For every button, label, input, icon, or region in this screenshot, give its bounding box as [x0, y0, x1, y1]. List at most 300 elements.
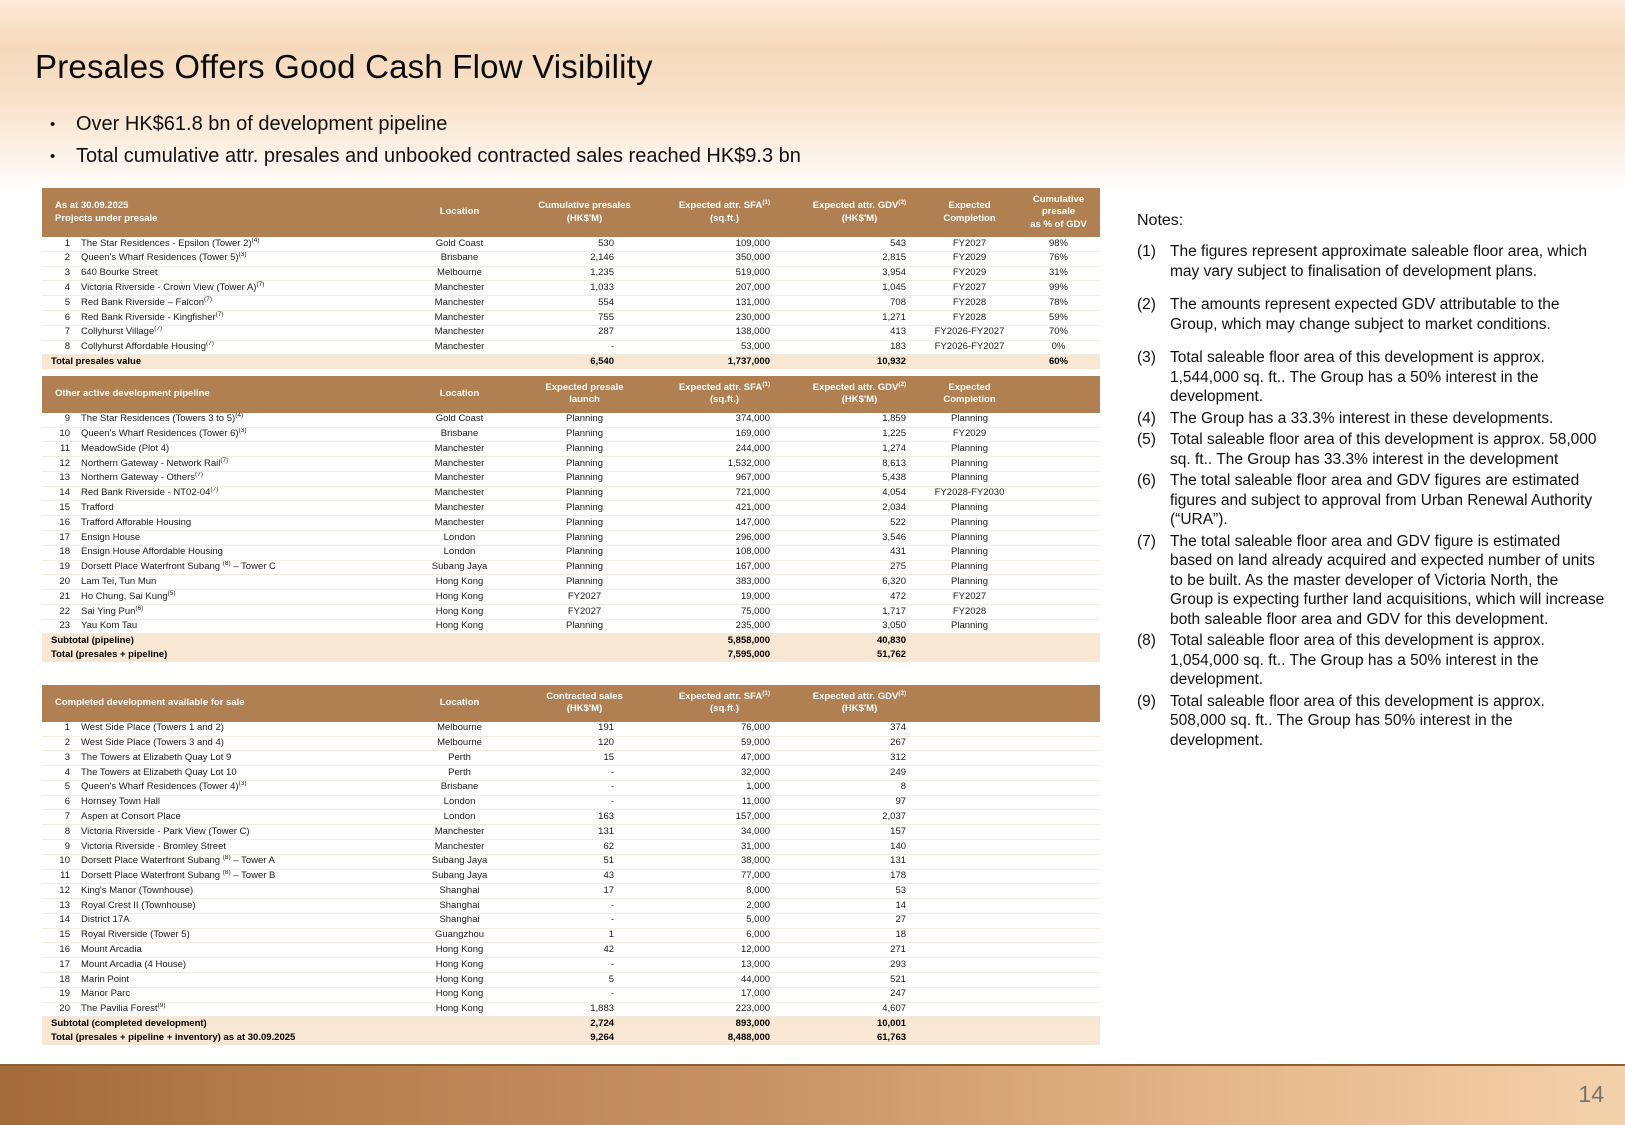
- project-name-cell: Marin Point: [72, 973, 402, 988]
- table-cell: 131: [517, 825, 652, 840]
- table-cell: 53,000: [652, 340, 797, 355]
- table-cell: 2,815: [797, 251, 922, 266]
- table-cell: [922, 751, 1017, 766]
- row-number-cell: 18: [42, 545, 72, 560]
- table-row: [42, 795, 1100, 810]
- table-cell: 1,225: [797, 427, 922, 442]
- total-value-cell: 2,724: [517, 1017, 652, 1031]
- table-cell: 287: [517, 325, 652, 340]
- project-name-cell: Hornsey Town Hall: [72, 795, 402, 810]
- table-row: [42, 531, 1100, 546]
- total-value-cell: 60%: [1017, 355, 1100, 369]
- table-cell: [1017, 795, 1100, 810]
- row-number-cell: 9: [42, 413, 72, 427]
- table-cell: 15: [517, 751, 652, 766]
- total-label-cell: Total (presales + pipeline): [42, 648, 402, 662]
- table-cell: 157,000: [652, 810, 797, 825]
- project-name-cell: West Side Place (Towers 3 and 4): [72, 736, 402, 751]
- table-cell: 6,320: [797, 575, 922, 590]
- table-row: [42, 766, 1100, 781]
- table-cell: [1017, 501, 1100, 516]
- table-cell: 6,000: [652, 928, 797, 943]
- table-cell: Melbourne: [402, 722, 517, 736]
- table-cell: 38,000: [652, 854, 797, 869]
- table-header-row: [42, 685, 1100, 722]
- table-cell: 11,000: [652, 795, 797, 810]
- table-cell: 43: [517, 869, 652, 884]
- note-text: The total saleable floor area and GDV figures are estimated figures and subject to approval from Urban Renewal Authority (“URA”).: [1170, 472, 1593, 529]
- table-cell: Perth: [402, 766, 517, 781]
- table-cell: 109,000: [652, 237, 797, 251]
- note-text: Total saleable floor area of this development is approx. 1,054,000 sq. ft.. The Group has a 50% interest in the development.: [1170, 632, 1545, 689]
- table-cell: 75,000: [652, 604, 797, 619]
- column-header: Expected attr. SFA$^{(1)}$ (sq.ft.): [652, 188, 797, 237]
- note-number: (1): [1137, 243, 1156, 260]
- table-cell: [1017, 780, 1100, 795]
- table-cell: 44,000: [652, 973, 797, 988]
- table-cell: FY2027: [922, 590, 1017, 605]
- table-total-row: [42, 634, 1100, 648]
- table-cell: 383,000: [652, 575, 797, 590]
- table-cell: 59%: [1017, 310, 1100, 325]
- table-cell: [1017, 442, 1100, 457]
- total-value-cell: [1017, 1031, 1100, 1045]
- table-cell: -: [517, 795, 652, 810]
- table-cell: [1017, 766, 1100, 781]
- note-number: (5): [1137, 431, 1156, 449]
- project-name-cell: West Side Place (Towers 1 and 2): [72, 722, 402, 736]
- table-cell: [922, 722, 1017, 736]
- table-total-row: [42, 1031, 1100, 1045]
- bullet-list: [50, 113, 801, 177]
- notes-heading: Notes:: [1137, 212, 1184, 229]
- table-cell: [1017, 928, 1100, 943]
- total-value-cell: [402, 648, 517, 662]
- table-cell: Manchester: [402, 340, 517, 355]
- table-cell: Planning: [922, 471, 1017, 486]
- table-cell: Brisbane: [402, 251, 517, 266]
- table-cell: Planning: [922, 531, 1017, 546]
- table-cell: Shanghai: [402, 899, 517, 914]
- table-cell: 554: [517, 296, 652, 311]
- table-row: [42, 884, 1100, 899]
- project-name-cell: Victoria Riverside - Bromley Street: [72, 839, 402, 854]
- project-name-cell: Dorsett Place Waterfront Subang $^{(8)}$ – Tower C: [72, 560, 402, 575]
- table-cell: 27: [797, 913, 922, 928]
- table-cell: [1017, 958, 1100, 973]
- table-cell: 1,717: [797, 604, 922, 619]
- table-cell: 207,000: [652, 281, 797, 296]
- table-cell: Subang Jaya: [402, 854, 517, 869]
- total-value-cell: 7,595,000: [652, 648, 797, 662]
- table-cell: 157: [797, 825, 922, 840]
- column-header: Expected attr. GDV$^{(2)}$ (HK$'M): [797, 188, 922, 237]
- table-cell: 3,050: [797, 619, 922, 634]
- table-cell: Planning: [517, 427, 652, 442]
- table-cell: 4,607: [797, 1002, 922, 1017]
- table-cell: 2,000: [652, 899, 797, 914]
- table-cell: 2,146: [517, 251, 652, 266]
- table-cell: [922, 973, 1017, 988]
- table-cell: London: [402, 545, 517, 560]
- bullet-item: [50, 113, 801, 136]
- total-value-cell: [517, 648, 652, 662]
- table-cell: 247: [797, 987, 922, 1002]
- table-cell: Planning: [517, 486, 652, 501]
- table-cell: 296,000: [652, 531, 797, 546]
- table-total-row: [42, 648, 1100, 662]
- table-row: [42, 987, 1100, 1002]
- total-label-cell: Total (presales + pipeline + inventory) as at 30.09.2025: [42, 1031, 402, 1045]
- project-name-cell: Victoria Riverside - Park View (Tower C): [72, 825, 402, 840]
- note-item: [1137, 532, 1605, 630]
- table-cell: [922, 825, 1017, 840]
- table-cell: 472: [797, 590, 922, 605]
- project-name-cell: MeadowSide (Plot 4): [72, 442, 402, 457]
- development-pipeline-table: [42, 376, 1100, 662]
- total-label-cell: Subtotal (completed development): [42, 1017, 402, 1031]
- table-cell: 2,034: [797, 501, 922, 516]
- total-label-cell: Subtotal (pipeline): [42, 634, 402, 648]
- row-number-cell: 5: [42, 296, 72, 311]
- note-text: Total saleable floor area of this development is approx. 1,544,000 sq. ft.. The Group has a 50% interest in the development.: [1170, 349, 1545, 406]
- project-name-cell: Queen's Wharf Residences (Tower 5)$^{(3)}$: [72, 251, 402, 266]
- table-cell: Melbourne: [402, 736, 517, 751]
- table-cell: Manchester: [402, 296, 517, 311]
- project-name-cell: Red Bank Riverside - Kingfisher$^{(7)}$: [72, 310, 402, 325]
- row-number-cell: 17: [42, 958, 72, 973]
- row-number-cell: 8: [42, 340, 72, 355]
- note-item: [1137, 471, 1605, 530]
- table-cell: 76,000: [652, 722, 797, 736]
- table-cell: 543: [797, 237, 922, 251]
- total-value-cell: [922, 1017, 1017, 1031]
- total-value-cell: 5,858,000: [652, 634, 797, 648]
- total-value-cell: 61,763: [797, 1031, 922, 1045]
- project-name-cell: The Towers at Elizabeth Quay Lot 10: [72, 766, 402, 781]
- total-value-cell: [402, 355, 517, 369]
- table-cell: FY2027: [517, 604, 652, 619]
- table-cell: Gold Coast: [402, 237, 517, 251]
- table-cell: 5,000: [652, 913, 797, 928]
- table-cell: 755: [517, 310, 652, 325]
- total-value-cell: 6,540: [517, 355, 652, 369]
- table-cell: [922, 869, 1017, 884]
- table-cell: Hong Kong: [402, 1002, 517, 1017]
- table-cell: Planning: [517, 501, 652, 516]
- table-cell: 1,033: [517, 281, 652, 296]
- project-name-cell: The Pavilia Forest$^{(9)}$: [72, 1002, 402, 1017]
- table-cell: Perth: [402, 751, 517, 766]
- table-cell: 12,000: [652, 943, 797, 958]
- table-cell: 275: [797, 560, 922, 575]
- table-cell: Hong Kong: [402, 590, 517, 605]
- table-cell: Hong Kong: [402, 987, 517, 1002]
- row-number-cell: 15: [42, 928, 72, 943]
- table-cell: 271: [797, 943, 922, 958]
- table-row: [42, 736, 1100, 751]
- table-row: [42, 560, 1100, 575]
- project-name-cell: Ensign House: [72, 531, 402, 546]
- total-value-cell: [922, 648, 1017, 662]
- table-cell: Planning: [517, 545, 652, 560]
- table-cell: 31,000: [652, 839, 797, 854]
- table-cell: Brisbane: [402, 780, 517, 795]
- table-cell: -: [517, 340, 652, 355]
- table-cell: 312: [797, 751, 922, 766]
- table-row: [42, 545, 1100, 560]
- total-label-cell: Total presales value: [42, 355, 402, 369]
- table-row: [42, 486, 1100, 501]
- total-value-cell: [1017, 1017, 1100, 1031]
- bullet-text: Over HK$61.8 bn of development pipeline: [76, 113, 448, 135]
- total-value-cell: [402, 1017, 517, 1031]
- total-value-cell: [922, 1031, 1017, 1045]
- notes-panel: [1137, 212, 1605, 752]
- column-header: Cumulative presales (HK$'M): [517, 188, 652, 237]
- table-cell: 32,000: [652, 766, 797, 781]
- note-number: (6): [1137, 472, 1156, 490]
- tables-area: [42, 188, 1100, 1045]
- note-item: [1137, 242, 1605, 281]
- table-cell: Hong Kong: [402, 973, 517, 988]
- column-header: [1017, 685, 1100, 722]
- row-number-cell: 20: [42, 575, 72, 590]
- table-cell: 76%: [1017, 251, 1100, 266]
- table-row: [42, 810, 1100, 825]
- table-cell: Subang Jaya: [402, 869, 517, 884]
- column-header: Contracted sales (HK$'M): [517, 685, 652, 722]
- project-name-cell: Trafford Afforable Housing: [72, 516, 402, 531]
- row-number-cell: 14: [42, 913, 72, 928]
- table-cell: Planning: [517, 457, 652, 472]
- column-header: Expected Completion: [922, 376, 1017, 413]
- table-cell: Planning: [922, 413, 1017, 427]
- table-cell: 163: [517, 810, 652, 825]
- table-cell: 99%: [1017, 281, 1100, 296]
- table-cell: -: [517, 987, 652, 1002]
- row-number-cell: 11: [42, 869, 72, 884]
- table-cell: 131,000: [652, 296, 797, 311]
- table-cell: Manchester: [402, 310, 517, 325]
- table-cell: [922, 884, 1017, 899]
- total-value-cell: 40,830: [797, 634, 922, 648]
- project-name-cell: Mount Arcadia: [72, 943, 402, 958]
- row-number-cell: 19: [42, 560, 72, 575]
- column-header: Expected attr. SFA$^{(1)}$ (sq.ft.): [652, 685, 797, 722]
- column-header: Location: [402, 188, 517, 237]
- row-number-cell: 6: [42, 795, 72, 810]
- table-row: [42, 869, 1100, 884]
- table-cell: Planning: [922, 501, 1017, 516]
- project-name-cell: Trafford: [72, 501, 402, 516]
- note-item: [1137, 430, 1605, 469]
- table-cell: Hong Kong: [402, 575, 517, 590]
- project-name-cell: Mount Arcadia (4 House): [72, 958, 402, 973]
- table-cell: Planning: [517, 442, 652, 457]
- column-header: [1017, 376, 1100, 413]
- project-name-cell: Manor Parc: [72, 987, 402, 1002]
- row-number-cell: 5: [42, 780, 72, 795]
- note-item: [1137, 295, 1605, 334]
- table-cell: 191: [517, 722, 652, 736]
- table-cell: FY2028: [922, 604, 1017, 619]
- table-cell: Planning: [517, 619, 652, 634]
- table-cell: Manchester: [402, 471, 517, 486]
- table-cell: 267: [797, 736, 922, 751]
- table-cell: 5: [517, 973, 652, 988]
- table-cell: Planning: [517, 531, 652, 546]
- row-number-cell: 2: [42, 736, 72, 751]
- column-header: Expected attr. SFA$^{(1)}$ (sq.ft.): [652, 376, 797, 413]
- table-cell: Planning: [922, 560, 1017, 575]
- table-cell: 97: [797, 795, 922, 810]
- table-cell: [1017, 531, 1100, 546]
- row-number-cell: 23: [42, 619, 72, 634]
- table-row: [42, 943, 1100, 958]
- column-header: Other active development pipeline: [42, 376, 402, 413]
- total-value-cell: 10,001: [797, 1017, 922, 1031]
- table-total-row: [42, 1017, 1100, 1031]
- table-cell: -: [517, 913, 652, 928]
- table-cell: [1017, 869, 1100, 884]
- table-cell: Hong Kong: [402, 958, 517, 973]
- table-cell: [922, 839, 1017, 854]
- project-name-cell: Dorsett Place Waterfront Subang $^{(8)}$ – Tower B: [72, 869, 402, 884]
- table-cell: 374: [797, 722, 922, 736]
- project-name-cell: 640 Bourke Street: [72, 266, 402, 281]
- table-cell: 5,438: [797, 471, 922, 486]
- row-number-cell: 19: [42, 987, 72, 1002]
- table-cell: [922, 766, 1017, 781]
- table-cell: 8,613: [797, 457, 922, 472]
- table-cell: 2,037: [797, 810, 922, 825]
- table-cell: [922, 913, 1017, 928]
- table-cell: 967,000: [652, 471, 797, 486]
- table-cell: [922, 899, 1017, 914]
- note-text: The total saleable floor area and GDV figure is estimated based on land already acquired and expected number of units to be built. As the master developer of Victoria North, the Group is expecting further land acquisitions, which will increase both saleable floor area and GDV for this development.: [1170, 532, 1605, 628]
- table-cell: [1017, 545, 1100, 560]
- table-cell: 18: [797, 928, 922, 943]
- table-cell: [922, 958, 1017, 973]
- table-row: [42, 1002, 1100, 1017]
- table-cell: 1,045: [797, 281, 922, 296]
- table-cell: Planning: [517, 413, 652, 427]
- project-name-cell: The Towers at Elizabeth Quay Lot 9: [72, 751, 402, 766]
- table-cell: 13,000: [652, 958, 797, 973]
- table-row: [42, 251, 1100, 266]
- table-cell: 293: [797, 958, 922, 973]
- table-cell: 4,054: [797, 486, 922, 501]
- table-cell: 51: [517, 854, 652, 869]
- table-cell: 8,000: [652, 884, 797, 899]
- table-row: [42, 501, 1100, 516]
- note-text: Total saleable floor area of this development is approx. 58,000 sq. ft.. The Group has 33.3% interest in the development: [1170, 431, 1597, 468]
- table-cell: Manchester: [402, 457, 517, 472]
- column-header: Location: [402, 685, 517, 722]
- table-cell: Planning: [517, 471, 652, 486]
- note-item: [1137, 692, 1605, 751]
- project-name-cell: Queen's Wharf Residences (Tower 4)$^{(3)}$: [72, 780, 402, 795]
- table-cell: 138,000: [652, 325, 797, 340]
- table-cell: [1017, 457, 1100, 472]
- table-cell: Planning: [517, 560, 652, 575]
- table-cell: 1,235: [517, 266, 652, 281]
- table-cell: FY2028-FY2030: [922, 486, 1017, 501]
- table-cell: 374,000: [652, 413, 797, 427]
- row-number-cell: 13: [42, 471, 72, 486]
- bullet-icon: •: [50, 116, 56, 133]
- table-cell: Manchester: [402, 825, 517, 840]
- project-name-cell: Ensign House Affordable Housing: [72, 545, 402, 560]
- table-cell: FY2028: [922, 296, 1017, 311]
- table-row: [42, 340, 1100, 355]
- column-header: Expected attr. GDV$^{(2)}$ (HK$'M): [797, 685, 922, 722]
- table-cell: 17: [517, 884, 652, 899]
- table-cell: 0%: [1017, 340, 1100, 355]
- total-value-cell: 51,762: [797, 648, 922, 662]
- table-cell: 223,000: [652, 1002, 797, 1017]
- table-cell: Manchester: [402, 501, 517, 516]
- table-cell: 235,000: [652, 619, 797, 634]
- row-number-cell: 9: [42, 839, 72, 854]
- total-value-cell: [517, 634, 652, 648]
- total-value-cell: [922, 355, 1017, 369]
- table-row: [42, 442, 1100, 457]
- table-row: [42, 928, 1100, 943]
- bullet-text: Total cumulative attr. presales and unbooked contracted sales reached HK$9.3 bn: [76, 145, 801, 167]
- table-cell: 1: [517, 928, 652, 943]
- project-name-cell: Yau Kom Tau: [72, 619, 402, 634]
- table-cell: 31%: [1017, 266, 1100, 281]
- table-row: [42, 958, 1100, 973]
- project-name-cell: Northern Gateway - Network Rail$^{(7)}$: [72, 457, 402, 472]
- row-number-cell: 18: [42, 973, 72, 988]
- table-cell: Manchester: [402, 839, 517, 854]
- table-cell: [1017, 884, 1100, 899]
- table-cell: [922, 943, 1017, 958]
- table-cell: [922, 987, 1017, 1002]
- table-cell: [1017, 943, 1100, 958]
- table-cell: [922, 854, 1017, 869]
- table-cell: Manchester: [402, 442, 517, 457]
- table-cell: 431: [797, 545, 922, 560]
- table-cell: Planning: [922, 516, 1017, 531]
- table-cell: 244,000: [652, 442, 797, 457]
- note-number: (3): [1137, 349, 1156, 367]
- table-cell: London: [402, 531, 517, 546]
- note-text: Total saleable floor area of this development is approx. 508,000 sq. ft.. The Group has 50% interest in the development.: [1170, 692, 1545, 749]
- row-number-cell: 15: [42, 501, 72, 516]
- table-row: [42, 471, 1100, 486]
- table-cell: Manchester: [402, 486, 517, 501]
- table-row: [42, 296, 1100, 311]
- row-number-cell: 17: [42, 531, 72, 546]
- table-cell: Planning: [922, 545, 1017, 560]
- table-cell: [1017, 825, 1100, 840]
- bullet-item: [50, 145, 801, 168]
- table-cell: 350,000: [652, 251, 797, 266]
- table-cell: Subang Jaya: [402, 560, 517, 575]
- table-cell: 77,000: [652, 869, 797, 884]
- table-cell: 521: [797, 973, 922, 988]
- column-header: Expected presale launch: [517, 376, 652, 413]
- table-cell: [1017, 471, 1100, 486]
- table-cell: 140: [797, 839, 922, 854]
- project-name-cell: Collyhurst Village$^{(7)}$: [72, 325, 402, 340]
- table-cell: [1017, 973, 1100, 988]
- table-cell: 169,000: [652, 427, 797, 442]
